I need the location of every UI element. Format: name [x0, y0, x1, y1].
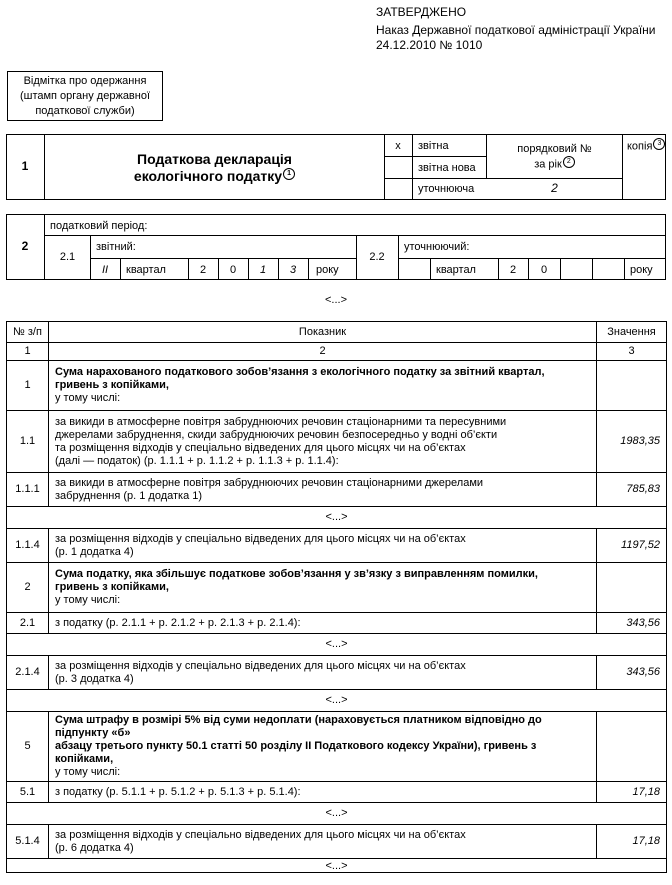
- section-1-number: 1: [21, 159, 29, 173]
- indicator-line: (р. 1 додатка 4): [55, 545, 134, 558]
- row-number: 5: [7, 712, 49, 782]
- row-number: 5.1.4: [7, 825, 49, 859]
- quarter-label: квартал: [126, 264, 166, 276]
- clar-quarter-label: квартал: [436, 264, 476, 276]
- row-number: 1: [7, 361, 49, 411]
- indicator-line: з податку (р. 2.1.1 + р. 2.1.2 + р. 2.1.3 + р. 2.1.4):: [55, 616, 301, 629]
- table-header-row: [7, 322, 667, 343]
- row-indicator: [49, 782, 597, 803]
- indicator-line: джерелами забруднення, скиди забруднюючих речовин безпосередньо у водні об’єкти: [55, 428, 498, 441]
- row-number: 2.1.4: [7, 656, 49, 690]
- table-row: [7, 656, 667, 690]
- row-value[interactable]: 343,56: [597, 613, 667, 634]
- row-value[interactable]: 785,83: [597, 473, 667, 507]
- ellipsis: <...>: [7, 690, 667, 712]
- indicator-line-text: Сума штрафу в розмірі 5% від суми недоплати (нараховується платником відповідно до підпункту «б»: [55, 714, 542, 739]
- row-value[interactable]: 17,18: [597, 825, 667, 859]
- row-value: [597, 712, 667, 782]
- indicator-line: абзацу третього пункту 50.1 статті 50 розділу ІІ Податкового кодексу України), гривень з копійками,: [55, 740, 537, 765]
- row-value[interactable]: 17,18: [597, 782, 667, 803]
- approval-date: 24.12.2010 № 1010: [376, 38, 483, 52]
- row-number: 1.1: [7, 411, 49, 473]
- table-row: [7, 473, 667, 507]
- indicators-table: [6, 321, 667, 873]
- clar-year-digit-1[interactable]: 2: [509, 264, 517, 276]
- row-indicator: [49, 712, 597, 782]
- stamp-line-3: податкової служби): [35, 105, 135, 117]
- ellipsis: <...>: [7, 507, 667, 529]
- approval-title: ЗАТВЕРДЖЕНО: [376, 5, 467, 19]
- row-indicator: [49, 361, 597, 411]
- row-number: 5.1: [7, 782, 49, 803]
- ellipsis: <...>: [7, 634, 667, 656]
- indicator-line: Сума нарахованого податкового зобов’язання з екологічного податку за звітний квартал,: [55, 366, 545, 378]
- copy-label-wrap: [627, 138, 665, 154]
- declaration-title: [45, 168, 384, 185]
- order-year-label-wrap: [487, 156, 622, 172]
- indicator-line: гривень з копійками,: [55, 581, 169, 593]
- indicator-line: забруднення (р. 1 додатка 1): [55, 489, 203, 502]
- indicator-line: [55, 714, 590, 740]
- order-number-value[interactable]: 2: [551, 181, 558, 195]
- row-number: 2.1: [7, 613, 49, 634]
- col-header-indicator: Показник: [49, 322, 597, 343]
- clarifying-code: 2.2: [369, 251, 385, 263]
- year-digit-3[interactable]: 1: [259, 264, 267, 276]
- note-1-marker: 1: [283, 168, 295, 180]
- indicator-sub: у тому числі:: [55, 766, 121, 778]
- ellipsis-row: [7, 859, 667, 873]
- row-value: [597, 361, 667, 411]
- table-row: [7, 712, 667, 782]
- indicator-line: за викиди в атмосферне повітря забруднюючих речовин стаціонарними джерелами: [55, 476, 484, 489]
- declaration-title-line-1: Податкова декларація: [137, 151, 292, 167]
- year-digit-2[interactable]: 0: [229, 264, 237, 276]
- row-value[interactable]: 1197,52: [597, 529, 667, 563]
- row-indicator: [49, 656, 597, 690]
- ellipsis-row: [7, 507, 667, 529]
- section-ellipsis: <...>: [324, 294, 348, 306]
- note-3-marker: 3: [653, 138, 665, 150]
- quarter-value[interactable]: II: [101, 264, 109, 276]
- clar-year-label: року: [630, 264, 653, 276]
- clarifying-label: уточнюючий:: [404, 241, 470, 253]
- row-indicator: [49, 529, 597, 563]
- section-2-number: 2: [21, 239, 29, 253]
- ellipsis-row: [7, 803, 667, 825]
- row-indicator: [49, 563, 597, 613]
- indicator-sub: у тому числі:: [55, 392, 121, 404]
- note-2-marker: 2: [563, 156, 575, 168]
- receipt-stamp-box: [7, 71, 163, 121]
- row-value[interactable]: 343,56: [597, 656, 667, 690]
- row-number: 1.1.1: [7, 473, 49, 507]
- indicator-line: за розміщення відходів у спеціально відведених для цього місцях чи на об’єктах: [55, 659, 466, 672]
- indicator-line: (далі — податок) (р. 1.1.1 + р. 1.1.2 + р. 1.1.3 + р. 1.1.4):: [55, 454, 339, 467]
- ellipsis-row: [7, 690, 667, 712]
- option-zvitna-nova: звітна нова: [418, 162, 476, 174]
- row-number: 1.1.4: [7, 529, 49, 563]
- col-index-2: 2: [49, 343, 597, 361]
- approval-order: Наказ Державної податкової адміністрації України: [376, 23, 656, 37]
- year-digit-4[interactable]: 3: [289, 264, 297, 276]
- tax-period-label: податковий період:: [50, 220, 148, 232]
- indicator-line: за розміщення відходів у спеціально відведених для цього місцях чи на об’єктах: [55, 828, 466, 841]
- ellipsis: <...>: [7, 859, 667, 873]
- clar-year-digit-2[interactable]: 0: [540, 264, 548, 276]
- col-index-3: 3: [597, 343, 667, 361]
- col-header-value: Значення: [597, 322, 667, 343]
- option-zvitna: звітна: [418, 140, 449, 152]
- indicator-line: Сума податку, яка збільшує податкове зобов’язання у зв’язку з виправленням помилки,: [55, 568, 538, 580]
- declaration-title-line-2: екологічного податку: [133, 168, 283, 184]
- indicator-line: та розміщення відходів у спеціально відведених для цього місцях чи на об’єктах: [55, 441, 466, 454]
- indicator-line: за викиди в атмосферне повітря забруднюючих речовин стаціонарними та пересувними: [55, 415, 507, 428]
- table-header-index-row: [7, 343, 667, 361]
- col-index-1: 1: [7, 343, 49, 361]
- indicator-line: (р. 6 додатка 4): [55, 841, 134, 854]
- table-row: [7, 411, 667, 473]
- row-number: 2: [7, 563, 49, 613]
- mark-zvitna[interactable]: x: [395, 140, 401, 152]
- row-indicator: [49, 411, 597, 473]
- table-row: [7, 529, 667, 563]
- table-row: [7, 782, 667, 803]
- indicator-sub: у тому числі:: [55, 594, 121, 606]
- row-indicator: [49, 825, 597, 859]
- table-row: [7, 563, 667, 613]
- row-indicator: [49, 473, 597, 507]
- order-year-label: за рік: [534, 158, 562, 171]
- row-value: [597, 563, 667, 613]
- reporting-label: звітний:: [96, 241, 136, 253]
- row-indicator: [49, 613, 597, 634]
- stamp-line-1: Відмітка про одержання: [23, 75, 147, 87]
- col-header-num: № з/п: [7, 322, 49, 343]
- indicator-line: за розміщення відходів у спеціально відведених для цього місцях чи на об’єктах: [55, 532, 466, 545]
- stamp-line-2: (штамп органу державної: [19, 90, 151, 102]
- option-utochnyuycha: уточнююча: [418, 183, 475, 195]
- indicator-line: (р. 3 додатка 4): [55, 672, 134, 685]
- copy-label: копія: [627, 140, 653, 153]
- table-row: [7, 361, 667, 411]
- year-label: року: [316, 264, 339, 276]
- indicator-line: гривень з копійками,: [55, 379, 169, 391]
- row-value[interactable]: 1983,35: [597, 411, 667, 473]
- table-row: [7, 825, 667, 859]
- year-digit-1[interactable]: 2: [199, 264, 207, 276]
- order-number-label: порядковий №: [517, 143, 592, 155]
- table-row: [7, 613, 667, 634]
- indicator-line: з податку (р. 5.1.1 + р. 5.1.2 + р. 5.1.3 + р. 5.1.4):: [55, 785, 301, 798]
- ellipsis-row: [7, 634, 667, 656]
- ellipsis: <...>: [7, 803, 667, 825]
- reporting-code: 2.1: [59, 251, 76, 263]
